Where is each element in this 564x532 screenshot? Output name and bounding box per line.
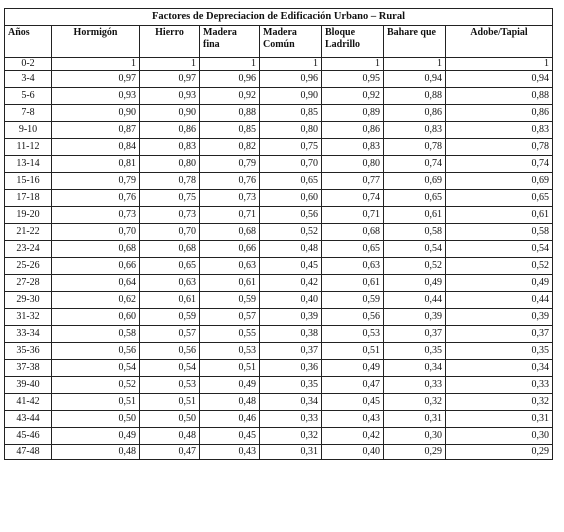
cell-hierro: 0,48 <box>140 428 200 445</box>
table-row <box>5 394 553 411</box>
cell-adobe-tapial: 0,33 <box>446 377 553 394</box>
cell-years: 23-24 <box>5 241 52 258</box>
cell-madera-fina: 0,79 <box>200 156 260 173</box>
cell-adobe-tapial: 0,29 <box>446 445 553 460</box>
cell-bloque-ladrillo: 0,83 <box>322 139 384 156</box>
cell-madera-comun: 0,39 <box>260 309 322 326</box>
cell-bloque-ladrillo: 0,71 <box>322 207 384 224</box>
cell-madera-comun: 0,65 <box>260 173 322 190</box>
cell-madera-fina: 0,68 <box>200 224 260 241</box>
cell-bloque-ladrillo: 0,42 <box>322 428 384 445</box>
cell-adobe-tapial: 0,88 <box>446 88 553 105</box>
table-row <box>5 139 553 156</box>
cell-bloque-ladrillo: 0,89 <box>322 105 384 122</box>
cell-years: 33-34 <box>5 326 52 343</box>
cell-years: 7-8 <box>5 105 52 122</box>
cell-hierro: 0,61 <box>140 292 200 309</box>
cell-madera-comun: 0,38 <box>260 326 322 343</box>
cell-bloque-ladrillo: 0,80 <box>322 156 384 173</box>
cell-madera-fina: 0,57 <box>200 309 260 326</box>
cell-adobe-tapial: 0,39 <box>446 309 553 326</box>
cell-adobe-tapial: 0,61 <box>446 207 553 224</box>
cell-madera-fina: 0,48 <box>200 394 260 411</box>
cell-hierro: 0,70 <box>140 224 200 241</box>
cell-adobe-tapial: 0,34 <box>446 360 553 377</box>
cell-madera-fina: 0,51 <box>200 360 260 377</box>
cell-madera-fina: 0,63 <box>200 258 260 275</box>
cell-years: 17-18 <box>5 190 52 207</box>
cell-hierro: 0,59 <box>140 309 200 326</box>
cell-years: 39-40 <box>5 377 52 394</box>
cell-hierro: 0,68 <box>140 241 200 258</box>
cell-bloque-ladrillo: 0,74 <box>322 190 384 207</box>
cell-hierro: 0,56 <box>140 343 200 360</box>
cell-bloque-ladrillo: 0,59 <box>322 292 384 309</box>
cell-madera-fina: 0,46 <box>200 411 260 428</box>
cell-years: 41-42 <box>5 394 52 411</box>
cell-adobe-tapial: 0,83 <box>446 122 553 139</box>
cell-madera-comun: 0,45 <box>260 258 322 275</box>
cell-adobe-tapial: 0,78 <box>446 139 553 156</box>
cell-hormigon: 0,76 <box>52 190 140 207</box>
cell-bahareque: 0,52 <box>384 258 446 275</box>
cell-bahareque: 0,61 <box>384 207 446 224</box>
table-row <box>5 156 553 173</box>
cell-years: 27-28 <box>5 275 52 292</box>
cell-hormigon: 0,70 <box>52 224 140 241</box>
cell-bahareque: 0,37 <box>384 326 446 343</box>
cell-bahareque: 0,32 <box>384 394 446 411</box>
cell-madera-comun: 0,52 <box>260 224 322 241</box>
cell-bloque-ladrillo: 0,40 <box>322 445 384 460</box>
header-bahareque: Bahare que <box>384 26 446 58</box>
cell-bahareque: 0,44 <box>384 292 446 309</box>
header-hierro: Hierro <box>140 26 200 58</box>
cell-hormigon: 0,58 <box>52 326 140 343</box>
cell-madera-comun: 0,36 <box>260 360 322 377</box>
cell-hormigon: 0,81 <box>52 156 140 173</box>
cell-bloque-ladrillo: 0,49 <box>322 360 384 377</box>
table-row <box>5 326 553 343</box>
cell-madera-comun: 0,80 <box>260 122 322 139</box>
table-row <box>5 377 553 394</box>
cell-bahareque: 0,74 <box>384 156 446 173</box>
depreciation-table <box>4 8 553 460</box>
cell-hierro: 0,51 <box>140 394 200 411</box>
cell-madera-fina: 0,76 <box>200 173 260 190</box>
table-row <box>5 428 553 445</box>
cell-years: 3-4 <box>5 71 52 88</box>
cell-years: 25-26 <box>5 258 52 275</box>
cell-bahareque: 0,86 <box>384 105 446 122</box>
table-row <box>5 88 553 105</box>
cell-bloque-ladrillo: 0,86 <box>322 122 384 139</box>
cell-hierro: 0,57 <box>140 326 200 343</box>
cell-bloque-ladrillo: 0,61 <box>322 275 384 292</box>
cell-bahareque: 0,58 <box>384 224 446 241</box>
cell-years: 21-22 <box>5 224 52 241</box>
cell-madera-comun: 0,40 <box>260 292 322 309</box>
cell-hierro: 0,78 <box>140 173 200 190</box>
cell-bloque-ladrillo: 0,45 <box>322 394 384 411</box>
cell-bahareque: 0,78 <box>384 139 446 156</box>
cell-years: 11-12 <box>5 139 52 156</box>
cell-hierro: 0,97 <box>140 71 200 88</box>
cell-years: 35-36 <box>5 343 52 360</box>
cell-hormigon: 0,52 <box>52 377 140 394</box>
cell-madera-fina: 0,85 <box>200 122 260 139</box>
table-row <box>5 445 553 460</box>
cell-hierro: 0,75 <box>140 190 200 207</box>
cell-hierro: 0,90 <box>140 105 200 122</box>
cell-hormigon: 0,90 <box>52 105 140 122</box>
cell-bahareque: 0,94 <box>384 71 446 88</box>
header-adobe-tapial: Adobe/Tapial <box>446 26 553 58</box>
cell-madera-comun: 0,96 <box>260 71 322 88</box>
cell-bloque-ladrillo: 0,43 <box>322 411 384 428</box>
cell-madera-fina: 0,73 <box>200 190 260 207</box>
cell-hormigon: 0,56 <box>52 343 140 360</box>
cell-years: 19-20 <box>5 207 52 224</box>
cell-hormigon: 0,49 <box>52 428 140 445</box>
cell-madera-fina: 0,45 <box>200 428 260 445</box>
cell-adobe-tapial: 1 <box>446 58 553 71</box>
cell-bahareque: 0,39 <box>384 309 446 326</box>
cell-madera-comun: 0,75 <box>260 139 322 156</box>
table-title: Factores de Depreciacion de Edificación Urbano – Rural <box>4 8 553 25</box>
table-row <box>5 190 553 207</box>
cell-years: 31-32 <box>5 309 52 326</box>
table-row <box>5 275 553 292</box>
cell-madera-comun: 0,48 <box>260 241 322 258</box>
cell-madera-comun: 0,31 <box>260 445 322 460</box>
cell-hormigon: 0,79 <box>52 173 140 190</box>
table-row <box>5 258 553 275</box>
cell-madera-fina: 0,92 <box>200 88 260 105</box>
cell-madera-comun: 0,56 <box>260 207 322 224</box>
cell-bahareque: 0,69 <box>384 173 446 190</box>
cell-bahareque: 0,54 <box>384 241 446 258</box>
cell-madera-comun: 0,60 <box>260 190 322 207</box>
cell-madera-fina: 0,53 <box>200 343 260 360</box>
table-row <box>5 292 553 309</box>
cell-madera-comun: 0,34 <box>260 394 322 411</box>
cell-hormigon: 0,68 <box>52 241 140 258</box>
cell-hormigon: 0,97 <box>52 71 140 88</box>
cell-madera-comun: 0,32 <box>260 428 322 445</box>
cell-adobe-tapial: 0,44 <box>446 292 553 309</box>
table-row <box>5 241 553 258</box>
cell-bloque-ladrillo: 0,95 <box>322 71 384 88</box>
cell-bahareque: 0,29 <box>384 445 446 460</box>
cell-madera-comun: 0,90 <box>260 88 322 105</box>
cell-bahareque: 0,33 <box>384 377 446 394</box>
cell-adobe-tapial: 0,35 <box>446 343 553 360</box>
cell-bloque-ladrillo: 1 <box>322 58 384 71</box>
cell-madera-comun: 0,37 <box>260 343 322 360</box>
cell-madera-comun: 0,42 <box>260 275 322 292</box>
cell-bloque-ladrillo: 0,56 <box>322 309 384 326</box>
cell-madera-comun: 0,85 <box>260 105 322 122</box>
cell-years: 0-2 <box>5 58 52 71</box>
cell-madera-fina: 0,55 <box>200 326 260 343</box>
cell-bloque-ladrillo: 0,92 <box>322 88 384 105</box>
cell-madera-fina: 0,88 <box>200 105 260 122</box>
cell-hormigon: 0,51 <box>52 394 140 411</box>
cell-madera-fina: 0,61 <box>200 275 260 292</box>
header-years: Años <box>5 26 52 58</box>
cell-bahareque: 0,83 <box>384 122 446 139</box>
cell-hierro: 0,83 <box>140 139 200 156</box>
cell-bloque-ladrillo: 0,65 <box>322 241 384 258</box>
cell-madera-comun: 0,35 <box>260 377 322 394</box>
cell-years: 37-38 <box>5 360 52 377</box>
cell-years: 5-6 <box>5 88 52 105</box>
cell-bahareque: 0,65 <box>384 190 446 207</box>
cell-hormigon: 0,62 <box>52 292 140 309</box>
table-row <box>5 309 553 326</box>
cell-years: 43-44 <box>5 411 52 428</box>
cell-years: 9-10 <box>5 122 52 139</box>
header-madera-comun: Madera Común <box>260 26 322 58</box>
header-bloque-ladrillo: Bloque Ladrillo <box>322 26 384 58</box>
cell-hormigon: 0,48 <box>52 445 140 460</box>
cell-bloque-ladrillo: 0,53 <box>322 326 384 343</box>
cell-hierro: 0,53 <box>140 377 200 394</box>
cell-adobe-tapial: 0,31 <box>446 411 553 428</box>
cell-years: 15-16 <box>5 173 52 190</box>
cell-madera-fina: 0,71 <box>200 207 260 224</box>
cell-madera-fina: 0,96 <box>200 71 260 88</box>
cell-adobe-tapial: 0,49 <box>446 275 553 292</box>
table-row <box>5 58 553 71</box>
table-row <box>5 411 553 428</box>
depreciation-table-container <box>4 8 552 460</box>
table-row <box>5 207 553 224</box>
cell-hormigon: 0,93 <box>52 88 140 105</box>
cell-hierro: 0,80 <box>140 156 200 173</box>
cell-madera-comun: 0,70 <box>260 156 322 173</box>
cell-madera-fina: 1 <box>200 58 260 71</box>
cell-bahareque: 0,31 <box>384 411 446 428</box>
table-body <box>5 58 553 460</box>
cell-bahareque: 0,35 <box>384 343 446 360</box>
cell-madera-fina: 0,49 <box>200 377 260 394</box>
cell-madera-comun: 0,33 <box>260 411 322 428</box>
cell-hormigon: 0,54 <box>52 360 140 377</box>
cell-bloque-ladrillo: 0,68 <box>322 224 384 241</box>
cell-bloque-ladrillo: 0,47 <box>322 377 384 394</box>
cell-adobe-tapial: 0,86 <box>446 105 553 122</box>
cell-adobe-tapial: 0,69 <box>446 173 553 190</box>
cell-hierro: 0,86 <box>140 122 200 139</box>
cell-hierro: 0,65 <box>140 258 200 275</box>
header-row <box>5 26 553 58</box>
cell-hormigon: 0,50 <box>52 411 140 428</box>
cell-bloque-ladrillo: 0,51 <box>322 343 384 360</box>
cell-adobe-tapial: 0,65 <box>446 190 553 207</box>
cell-bahareque: 0,49 <box>384 275 446 292</box>
cell-adobe-tapial: 0,37 <box>446 326 553 343</box>
cell-bahareque: 0,88 <box>384 88 446 105</box>
cell-years: 47-48 <box>5 445 52 460</box>
table-row <box>5 360 553 377</box>
cell-adobe-tapial: 0,30 <box>446 428 553 445</box>
cell-hormigon: 0,84 <box>52 139 140 156</box>
table-row <box>5 224 553 241</box>
cell-hierro: 0,93 <box>140 88 200 105</box>
cell-years: 45-46 <box>5 428 52 445</box>
cell-hormigon: 1 <box>52 58 140 71</box>
cell-hormigon: 0,64 <box>52 275 140 292</box>
cell-years: 13-14 <box>5 156 52 173</box>
cell-hormigon: 0,73 <box>52 207 140 224</box>
cell-hierro: 0,63 <box>140 275 200 292</box>
cell-bahareque: 0,34 <box>384 360 446 377</box>
header-madera-fina: Madera fina <box>200 26 260 58</box>
header-hormigon: Hormigón <box>52 26 140 58</box>
cell-adobe-tapial: 0,32 <box>446 394 553 411</box>
cell-madera-fina: 0,82 <box>200 139 260 156</box>
cell-hormigon: 0,60 <box>52 309 140 326</box>
cell-madera-comun: 1 <box>260 58 322 71</box>
table-row <box>5 71 553 88</box>
cell-hierro: 0,54 <box>140 360 200 377</box>
cell-adobe-tapial: 0,94 <box>446 71 553 88</box>
cell-bahareque: 1 <box>384 58 446 71</box>
table-row <box>5 122 553 139</box>
table-row <box>5 105 553 122</box>
cell-hierro: 0,73 <box>140 207 200 224</box>
cell-hormigon: 0,87 <box>52 122 140 139</box>
cell-bahareque: 0,30 <box>384 428 446 445</box>
cell-bloque-ladrillo: 0,77 <box>322 173 384 190</box>
cell-hierro: 0,50 <box>140 411 200 428</box>
cell-hierro: 0,47 <box>140 445 200 460</box>
cell-adobe-tapial: 0,54 <box>446 241 553 258</box>
cell-adobe-tapial: 0,58 <box>446 224 553 241</box>
cell-adobe-tapial: 0,52 <box>446 258 553 275</box>
cell-madera-fina: 0,66 <box>200 241 260 258</box>
table-row <box>5 173 553 190</box>
cell-madera-fina: 0,59 <box>200 292 260 309</box>
cell-adobe-tapial: 0,74 <box>446 156 553 173</box>
cell-bloque-ladrillo: 0,63 <box>322 258 384 275</box>
cell-years: 29-30 <box>5 292 52 309</box>
cell-madera-fina: 0,43 <box>200 445 260 460</box>
table-row <box>5 343 553 360</box>
cell-hierro: 1 <box>140 58 200 71</box>
cell-hormigon: 0,66 <box>52 258 140 275</box>
